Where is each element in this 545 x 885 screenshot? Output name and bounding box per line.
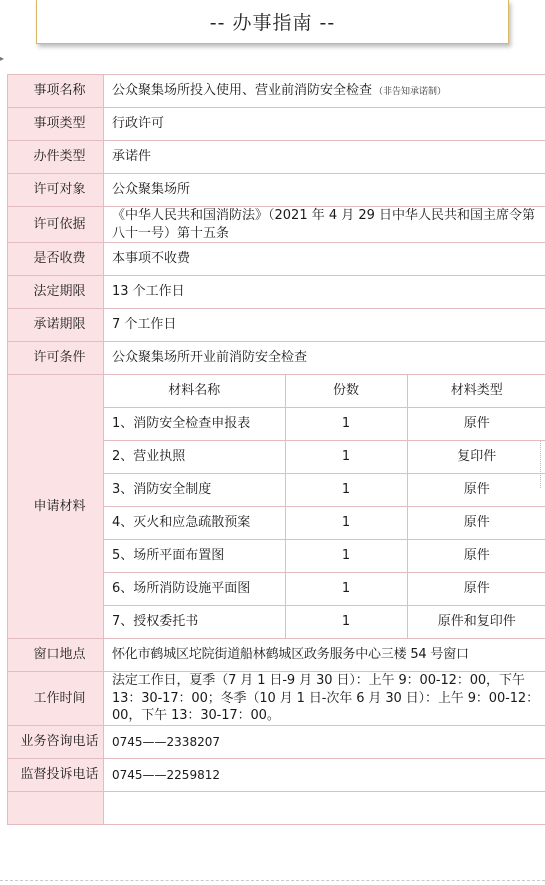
material-count: 1 (285, 441, 407, 474)
item-name-note: （非告知承诺制） (374, 87, 447, 98)
material-count: 1 (285, 507, 407, 540)
row-materials (8, 375, 545, 639)
label-item-type: 事项类型 (8, 108, 104, 141)
value-complaint-phone: 0745——2259812 (104, 758, 545, 791)
label-condition: 许可条件 (8, 342, 104, 375)
row-condition (8, 342, 545, 375)
label-materials: 申请材料 (8, 375, 104, 639)
material-name: 4、灭火和应急疏散预案 (104, 507, 285, 540)
table-row (104, 606, 545, 639)
label-target: 许可对象 (8, 174, 104, 207)
material-kind: 原件 (407, 507, 545, 540)
value-condition: 公众聚集场所开业前消防安全检查 (104, 342, 545, 375)
value-empty (104, 791, 545, 824)
material-name: 2、营业执照 (104, 441, 285, 474)
label-complaint-phone: 监督投诉电话 (8, 758, 104, 791)
label-item-name: 事项名称 (8, 75, 104, 108)
value-location: 怀化市鹤城区坨院街道船林鹤城区政务服务中心三楼 54 号窗口 (104, 639, 545, 672)
page-bottom-divider (0, 880, 545, 881)
value-consult-phone: 0745——2338207 (104, 725, 545, 758)
materials-cell (104, 375, 545, 639)
row-empty (8, 791, 545, 824)
row-item-type (8, 108, 545, 141)
value-basis: 《中华人民共和国消防法》（2021 年 4 月 29 日中华人民共和国主席令第八十一号）第十五条 (104, 207, 545, 243)
material-count: 1 (285, 540, 407, 573)
value-item-name (104, 75, 545, 108)
material-count: 1 (285, 573, 407, 606)
material-name: 6、场所消防设施平面图 (104, 573, 285, 606)
table-row (104, 573, 545, 606)
table-row (104, 441, 545, 474)
value-hours: 法定工作日，夏季（7 月 1 日-9 月 30 日）：上午 9：00-12：00，下午 13：30-17：00；冬季（10 月 1 日-次年 6 月 30 日）：上午 9：00-12：00，下午 13：30-17：00。 (104, 672, 545, 726)
material-name: 1、消防安全检查申报表 (104, 408, 285, 441)
row-item-name (8, 75, 545, 108)
value-legal-limit: 13 个工作日 (104, 276, 545, 309)
row-complaint-phone (8, 758, 545, 791)
label-location: 窗口地点 (8, 639, 104, 672)
material-kind: 原件 (407, 573, 545, 606)
label-legal-limit: 法定期限 (8, 276, 104, 309)
value-case-type: 承诺件 (104, 141, 545, 174)
materials-header-row (104, 375, 545, 408)
label-case-type: 办件类型 (8, 141, 104, 174)
label-hours: 工作时间 (8, 672, 104, 726)
row-basis (8, 207, 545, 243)
material-kind: 复印件 (407, 441, 545, 474)
value-fee: 本事项不收费 (104, 243, 545, 276)
item-name-text: 公众聚集场所投入使用、营业前消防安全检查 (112, 83, 373, 99)
material-kind: 原件 (407, 474, 545, 507)
label-promise-limit: 承诺期限 (8, 309, 104, 342)
material-kind: 原件 (407, 408, 545, 441)
table-row (104, 408, 545, 441)
label-basis: 许可依据 (8, 207, 104, 243)
row-fee (8, 243, 545, 276)
material-name: 3、消防安全制度 (104, 474, 285, 507)
material-name: 7、授权委托书 (104, 606, 285, 639)
row-legal-limit (8, 276, 545, 309)
materials-header-name: 材料名称 (104, 375, 285, 408)
row-hours (8, 672, 545, 726)
page-marker-icon: ▸ (0, 54, 5, 63)
row-target (8, 174, 545, 207)
table-row (104, 474, 545, 507)
table-row (104, 507, 545, 540)
material-count: 1 (285, 474, 407, 507)
table-row (104, 540, 545, 573)
label-empty (8, 791, 104, 824)
value-item-type: 行政许可 (104, 108, 545, 141)
material-kind: 原件 (407, 540, 545, 573)
row-consult-phone (8, 725, 545, 758)
row-case-type (8, 141, 545, 174)
materials-header-kind: 材料类型 (407, 375, 545, 408)
row-location (8, 639, 545, 672)
row-promise-limit (8, 309, 545, 342)
materials-header-count: 份数 (285, 375, 407, 408)
value-target: 公众聚集场所 (104, 174, 545, 207)
material-kind: 原件和复印件 (437, 614, 516, 630)
material-count: 1 (285, 408, 407, 441)
material-name: 5、场所平面布置图 (104, 540, 285, 573)
page-title: -- 办事指南 -- (36, 0, 509, 44)
label-consult-phone: 业务咨询电话 (8, 725, 104, 758)
label-fee: 是否收费 (8, 243, 104, 276)
guide-table (7, 74, 545, 825)
materials-table (104, 375, 545, 638)
value-promise-limit: 7 个工作日 (104, 309, 545, 342)
material-count: 1 (285, 606, 407, 639)
